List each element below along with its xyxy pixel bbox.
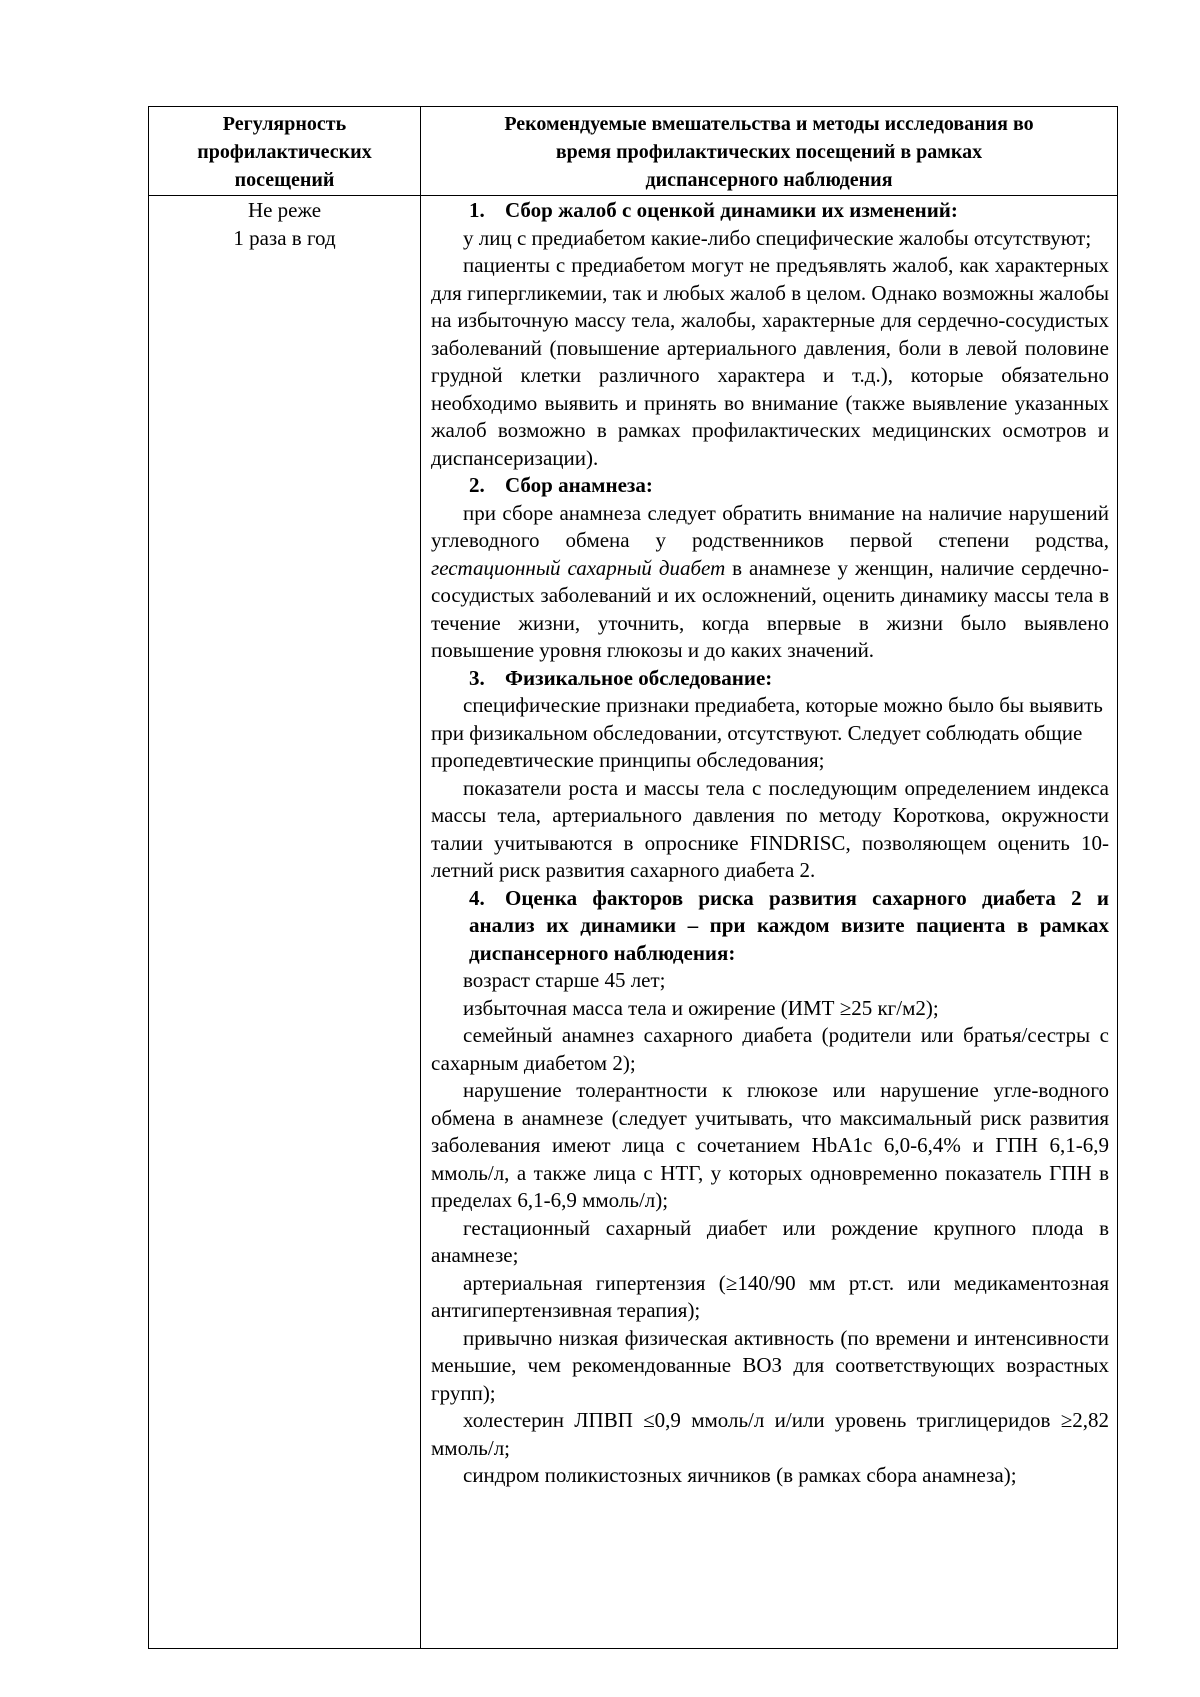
- section-3-paragraph: показатели роста и массы тела с последующим определением индекса массы тела, артериального давления по методу Короткова, окружности талии учитываются в опроснике FINDRISC, позволяющем оценить 10-летний риск развития сахарного диабета 2.: [431, 775, 1109, 882]
- section-3-title: [431, 665, 1109, 693]
- column-divider: [420, 107, 421, 1648]
- section-1-paragraph: пациенты с предиабетом могут не предъявлять жалоб, как характерных для гипергликемии, так и любых жалоб в целом. Однако возможны жалобы на избыточную массу тела, жалобы, характерные для сердечно-сосудистых заболеваний (повышение артериального давления, боли в левой половине грудной клетки различного характера и т.д.), которые обязательно необходимо выявить и принять во внимание (также выявление указанных жалоб возможно в рамках профилактических медицинских осмотров и диспансеризации).: [431, 253, 1109, 470]
- section-2-italic-term: гестационный сахарный диабет: [431, 555, 726, 580]
- section-3-paragraph: специфические признаки предиабета, которые можно было бы выявить при физикальном обследовании, отсутствуют. Следует соблюдать общие пропедевтические принципы обследования;: [431, 693, 1103, 772]
- interventions-cell: [431, 197, 1109, 1490]
- section-4-title-text: Оценка факторов риска развития сахарного диабета 2 и анализ их динамики – при каждом визите пациента в рамках диспансерного наблюдения:: [469, 885, 1109, 965]
- risk-factor-item: синдром поликистозных яичников (в рамках сбора анамнеза);: [463, 1463, 1017, 1487]
- risk-factor-item: возраст старше 45 лет;: [463, 968, 666, 992]
- section-3-title-text: Физикальное обследование:: [505, 665, 773, 690]
- risk-factor-item: избыточная масса тела и ожирение (ИМТ ≥25 кг/м2);: [463, 995, 939, 1020]
- risk-factor-item: семейный анамнез сахарного диабета (родители или братья/сестры с сахарным диабетом 2);: [431, 1023, 1109, 1075]
- frequency-line-2: 1 раза в год: [233, 225, 336, 250]
- section-2-text: в анамнезе у женщин, наличие сердечно-сосудистых заболеваний и их осложнений, оценить динамику массы тела в течение жизни, уточнить, когда впервые в жизни было выявлено повышение уровня глюкозы и до каких значений.: [431, 555, 1109, 662]
- section-2-number: 2.: [469, 473, 485, 497]
- header-frequency-line: Регулярность: [222, 113, 347, 135]
- risk-factor-item: холестерин ЛПВП ≤0,9 ммоль/л и/или уровень триглицеридов ≥2,82 ммоль/л;: [431, 1408, 1109, 1460]
- section-1-title: [431, 197, 1109, 225]
- section-2-title: [431, 472, 1109, 500]
- section-3-number: 3.: [469, 665, 485, 690]
- header-divider: [149, 195, 1117, 196]
- risk-factor-item: артериальная гипертензия (≥140/90 мм рт.ст. или медикаментозная антигипертензивная терапия);: [431, 1270, 1109, 1322]
- section-1-number: 1.: [469, 198, 485, 222]
- header-frequency-line: посещений: [234, 169, 335, 191]
- risk-factor-item: нарушение толерантности к глюкозе или нарушение угле-водного обмена в анамнезе (следует учитывать, что максимальный риск развития заболевания имеют лица с сочетанием HbA1c 6,0-6,4% и ГПН 6,1-6,9 ммоль/л, а также лица с НТГ, у которых одновременно показатель ГПН в пределах 6,1-6,9 ммоль/л);: [431, 1078, 1109, 1212]
- section-4-title: [431, 885, 1109, 968]
- section-2-title-text: Сбор анамнеза:: [505, 473, 653, 497]
- section-2-paragraph: [431, 500, 1109, 665]
- frequency-line-1: Не реже: [247, 198, 322, 222]
- section-2-text: при сборе анамнеза следует обратить внимание на наличие нарушений углеводного обмена у родственников первой степени родства,: [431, 500, 1109, 552]
- frequency-cell: [149, 197, 420, 252]
- header-interventions-line: время профилактических посещений в рамках: [555, 141, 983, 163]
- risk-factor-item: привычно низкая физическая активность (по времени и интенсивности меньшие, чем рекомендованные ВОЗ для соответствующих возрастных групп);: [431, 1325, 1109, 1405]
- prevention-table: [148, 106, 1118, 1649]
- header-interventions-line: диспансерного наблюдения: [645, 169, 893, 191]
- header-frequency-line: профилактических: [197, 141, 372, 163]
- header-interventions-line: Рекомендуемые вмешательства и методы исследования во: [504, 113, 1034, 135]
- section-1-paragraph: у лиц с предиабетом какие-либо специфические жалобы отсутствуют;: [463, 225, 1092, 250]
- header-frequency: [149, 110, 420, 194]
- section-1-title-text: Сбор жалоб с оценкой динамики их изменений:: [505, 198, 958, 222]
- section-4-number: 4.: [469, 885, 485, 910]
- header-interventions: [421, 110, 1117, 194]
- risk-factor-item: гестационный сахарный диабет или рождение крупного плода в анамнезе;: [431, 1215, 1109, 1267]
